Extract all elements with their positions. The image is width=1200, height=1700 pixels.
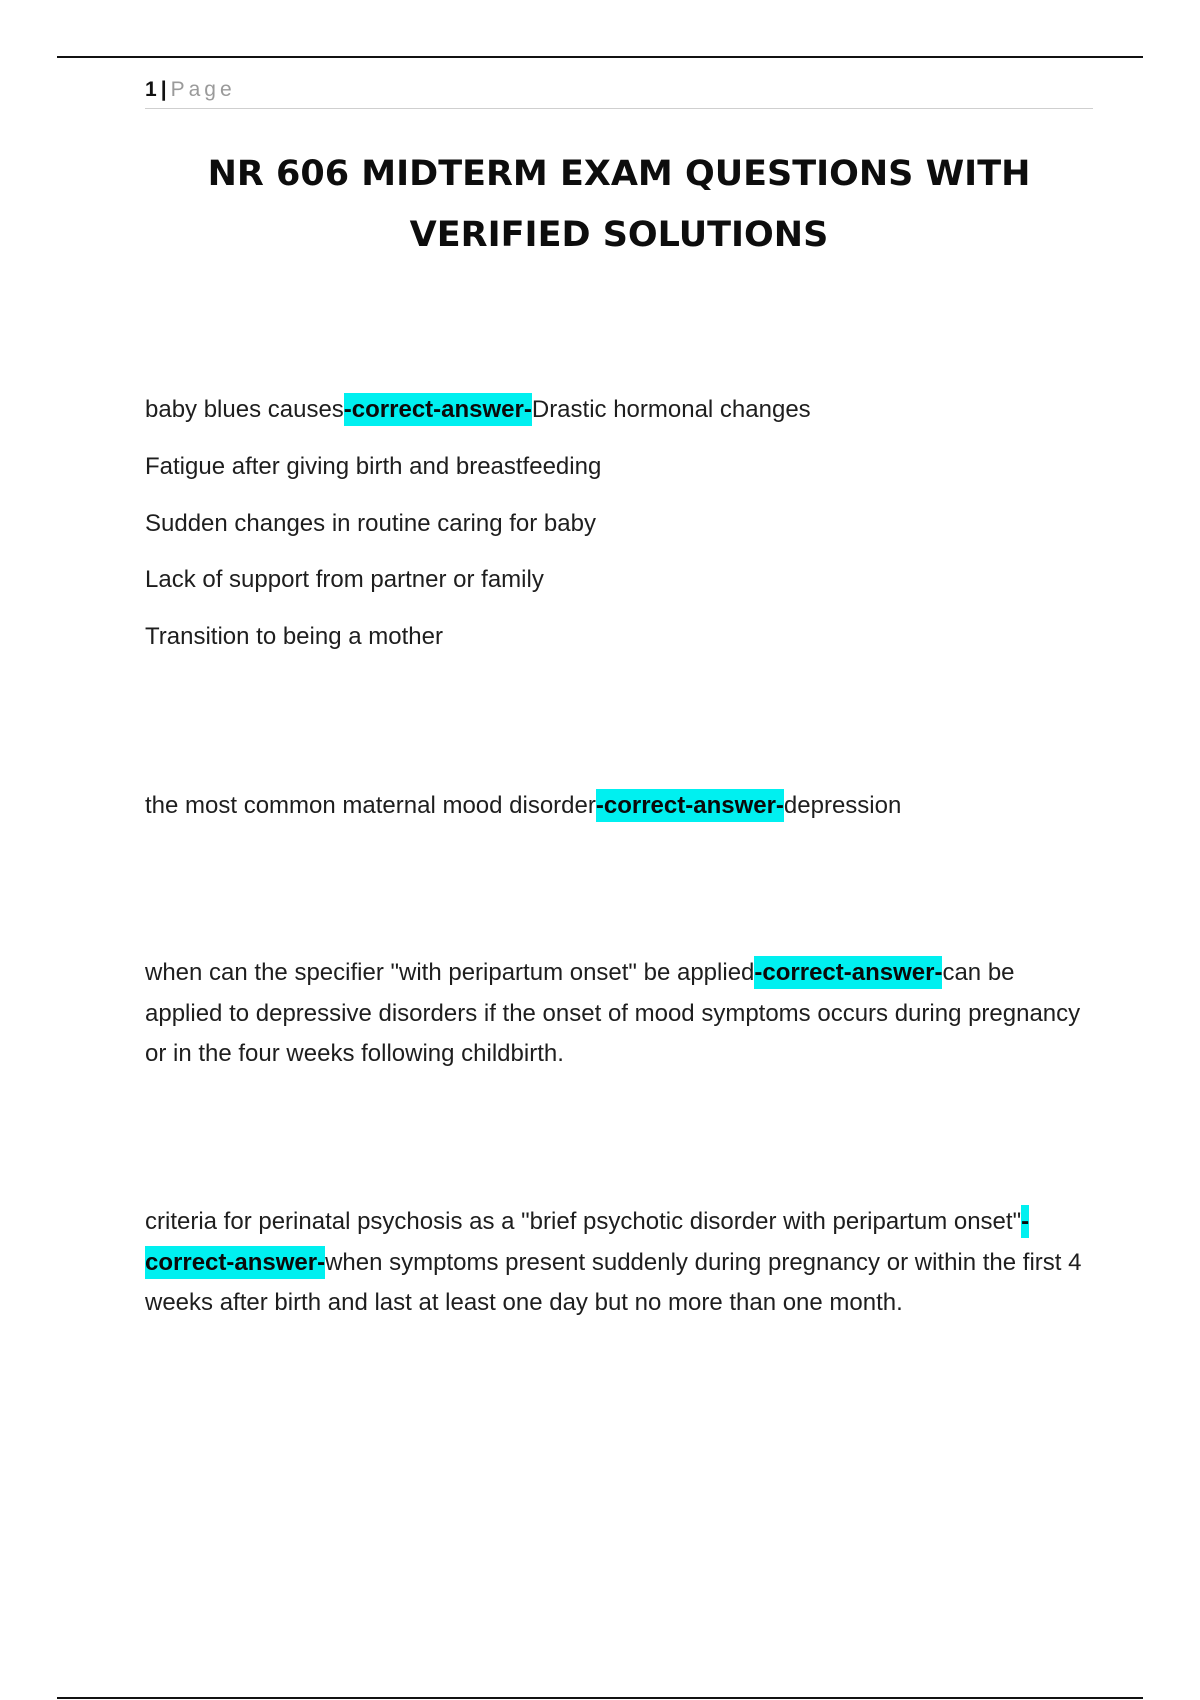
answer-1-continued-list	[145, 451, 1093, 677]
qa-item-2	[145, 786, 1093, 827]
top-rule	[57, 56, 1143, 58]
question-1: baby blues causes	[145, 396, 344, 423]
answer-2: depression	[783, 792, 902, 819]
list-item: Fatigue after giving birth and breastfeeding	[145, 453, 602, 480]
answer-marker-3: -correct-answer-	[754, 956, 942, 989]
qa-item-1	[145, 394, 1093, 426]
document-title-line-2: VERIFIED SOLUTIONS	[409, 215, 829, 255]
list-item: Transition to being a mother	[145, 622, 443, 650]
answer-4: when symptoms present suddenly during pregnancy or within the first 4 weeks after birth and last at least one day but no more than one month.	[145, 1248, 1082, 1316]
page-separator: |	[160, 78, 167, 101]
qa-item-4	[145, 1202, 1093, 1324]
document-title-line-1: NR 606 MIDTERM EXAM QUESTIONS WITH	[207, 154, 1031, 194]
answer-1: Drastic hormonal changes	[531, 396, 811, 423]
answer-3: can be applied to depressive disorders if the onset of mood symptoms occurs during pregnancy or in the four weeks following childbirth.	[145, 959, 1081, 1067]
qa-item-3	[145, 953, 1093, 1075]
answer-marker-4: -correct-answer-	[145, 1205, 1029, 1279]
document-title	[145, 144, 1093, 266]
answer-marker-2: -correct-answer-	[596, 789, 784, 822]
page-header	[145, 76, 1093, 109]
question-2: the most common maternal mood disorder	[145, 792, 596, 819]
list-item: Sudden changes in routine caring for baby	[145, 509, 596, 537]
bottom-rule	[57, 1697, 1143, 1699]
answer-marker-1: -correct-answer-	[344, 393, 532, 426]
page-label: Page	[170, 78, 236, 101]
question-3: when can the specifier "with peripartum onset" be applied	[145, 959, 755, 986]
list-item: Lack of support from partner or family	[145, 566, 544, 593]
question-4: criteria for perinatal psychosis as a "brief psychotic disorder with peripartum onset"	[145, 1208, 1022, 1235]
page-number: 1	[145, 78, 157, 101]
